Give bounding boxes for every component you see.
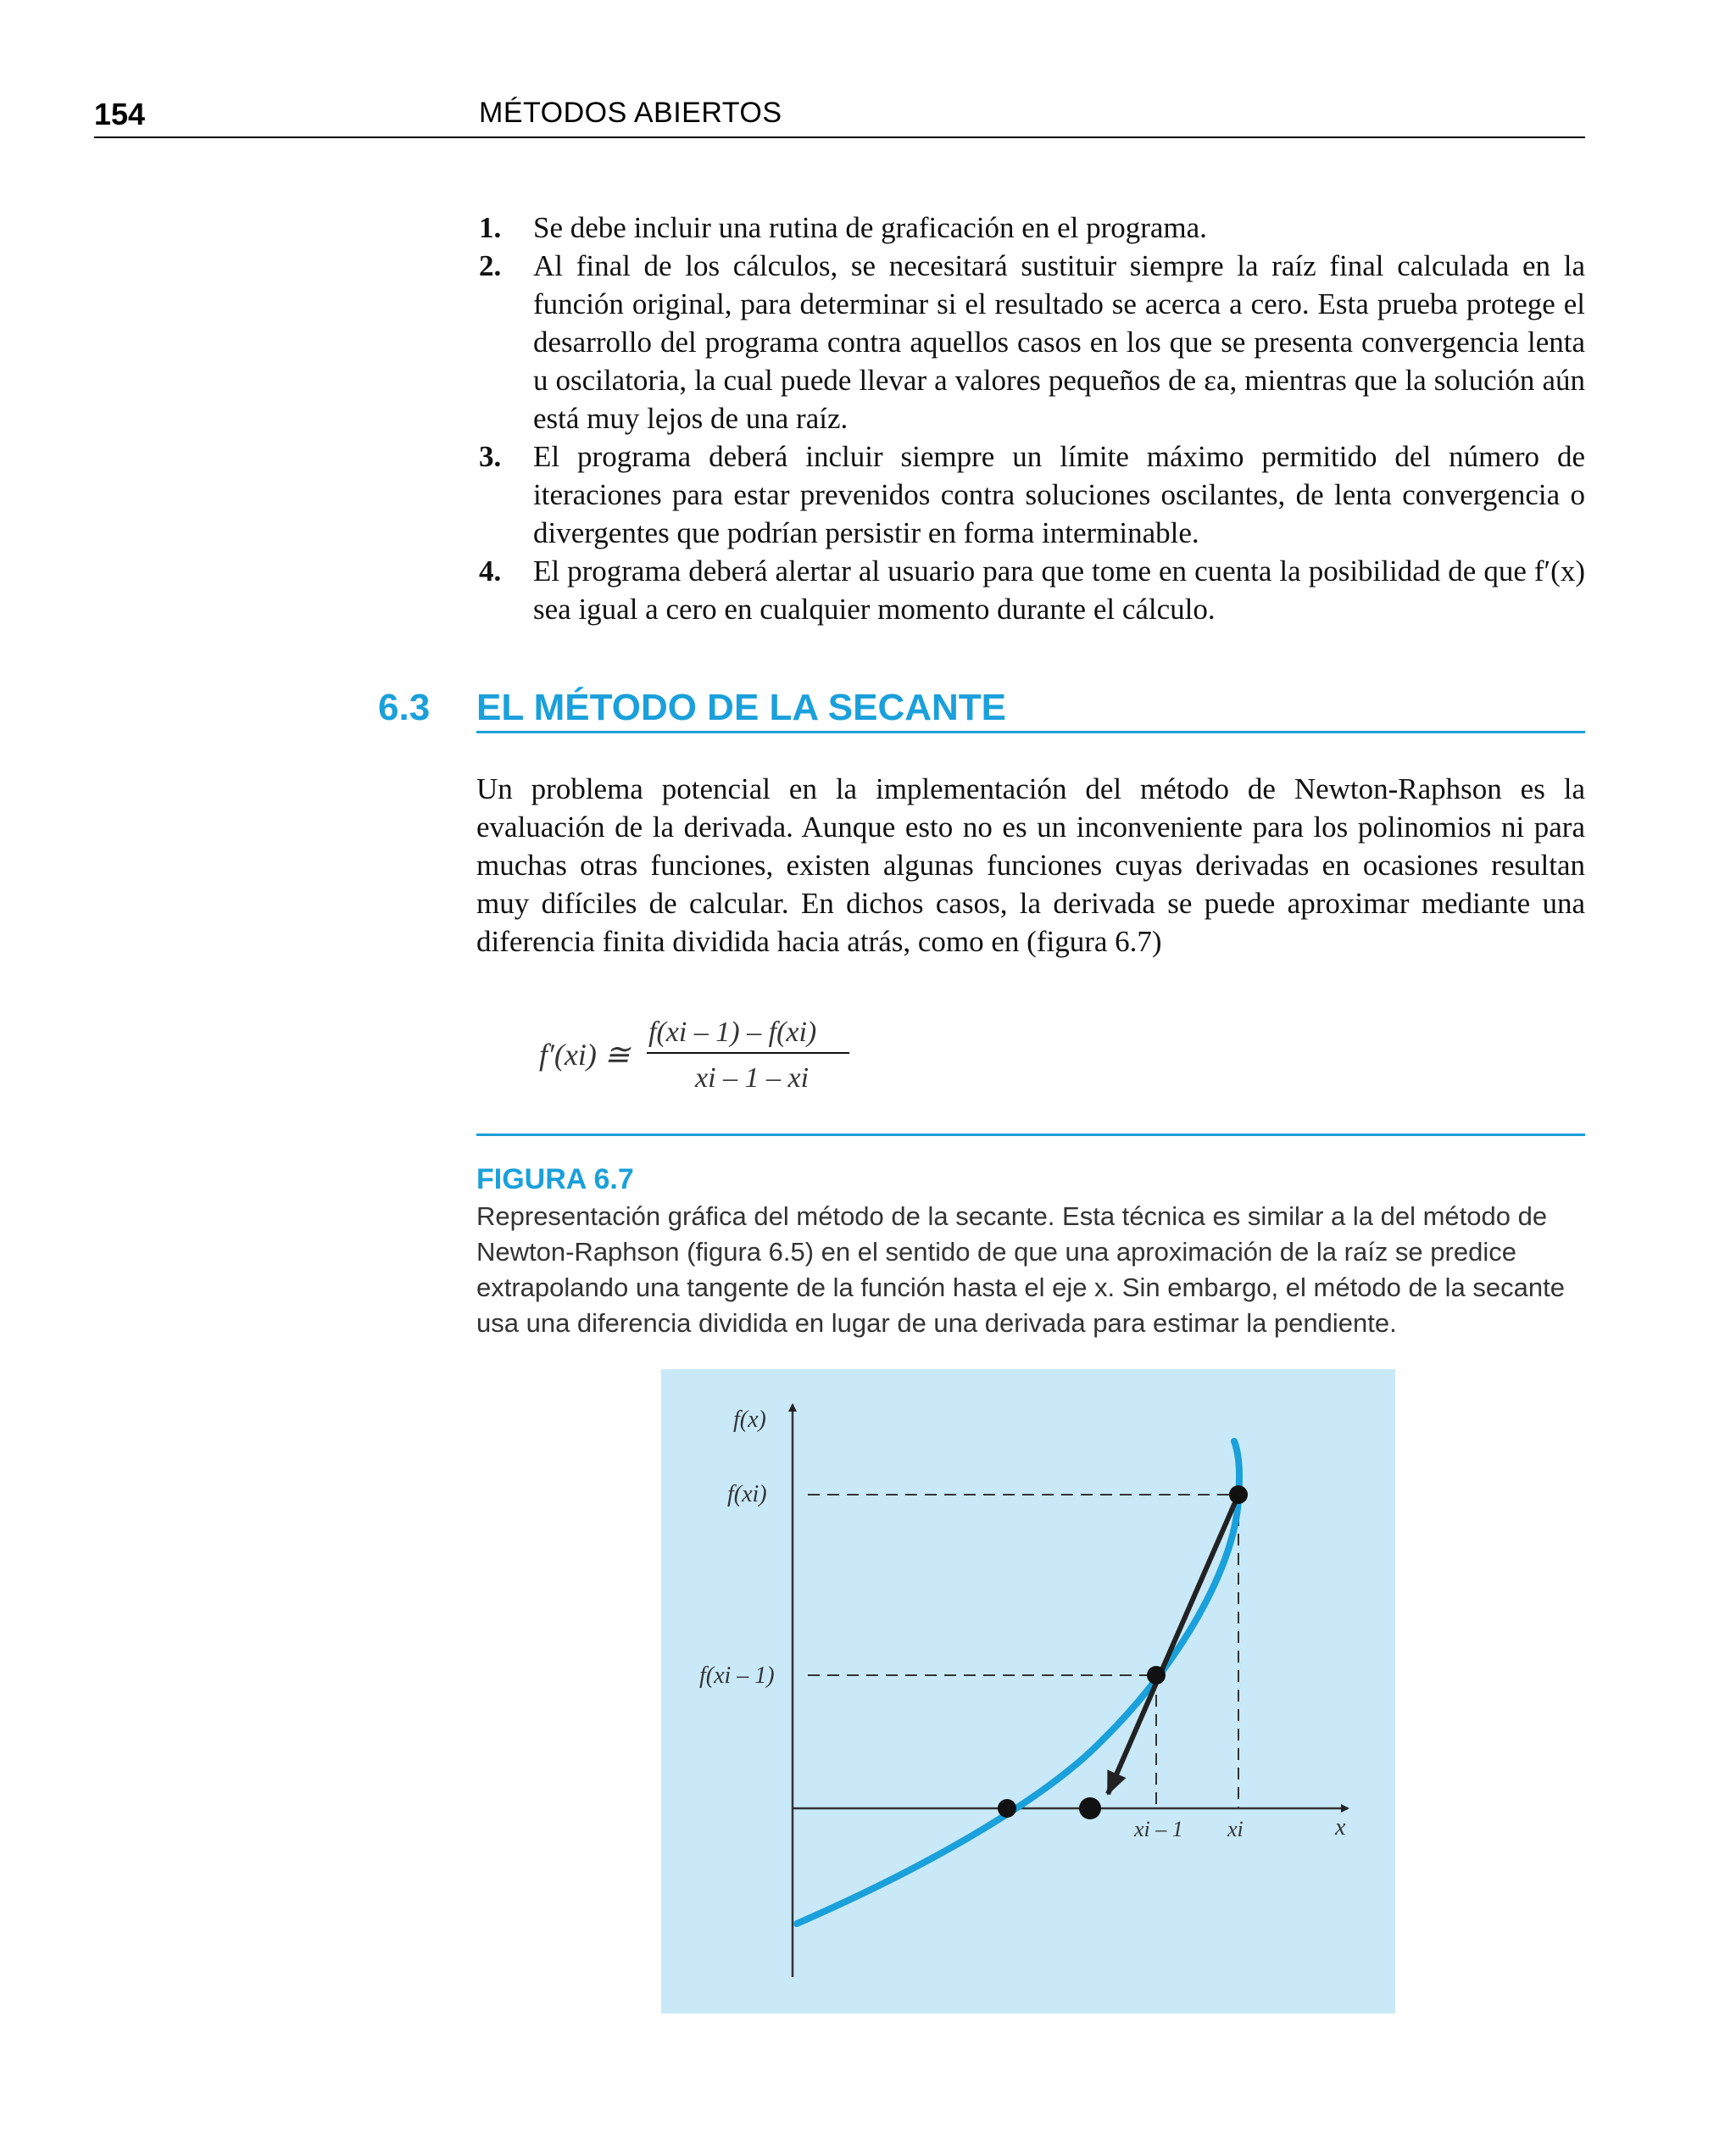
label-xi: xi xyxy=(1227,1817,1244,1841)
point-xi xyxy=(1229,1485,1248,1504)
root-estimate-point xyxy=(1079,1797,1101,1819)
function-curve xyxy=(797,1441,1239,1924)
secant-figure xyxy=(661,1369,1395,2014)
section-rule xyxy=(476,731,1585,733)
section-title: EL MÉTODO DE LA SECANTE xyxy=(476,687,1007,728)
section-number: 6.3 xyxy=(378,687,431,728)
secant-formula xyxy=(534,1000,873,1102)
secant-line xyxy=(1108,1495,1238,1794)
body-paragraph: Un problema potencial en la implementación del método de Newton-Raphson es la evaluación de la derivada. Aunque esto no es un inconveniente para los polinomios ni para muchas otras funciones, existen algunas funciones cuyas derivadas en ocasiones resultan muy difíciles de calcular. En dichos casos, la derivada se puede aproximar mediante una diferencia finita dividida hacia atrás, como en (figura 6.7) xyxy=(476,772,1585,958)
figure-rule xyxy=(476,1133,1585,1136)
list-item-text: El programa deberá incluir siempre un límite máximo permitido del número de iteraciones para estar prevenidos contra soluciones oscilantes, de lenta convergencia o divergentes que podrían persistir en forma interminable. xyxy=(533,440,1585,549)
y-axis-label: f(x) xyxy=(733,1406,766,1433)
header-rule xyxy=(94,136,1585,138)
list-item-number: 3. xyxy=(479,440,502,473)
list-item xyxy=(479,437,1585,552)
formula-lhs: f′(xi) ≅ xyxy=(539,1038,630,1072)
secant-diagram xyxy=(661,1369,1395,2014)
list-item xyxy=(479,247,1585,437)
true-root-point xyxy=(998,1799,1016,1818)
formula-numerator: f(xi – 1) – f(xi) xyxy=(648,1017,817,1048)
list-item-text: El programa deberá alertar al usuario para que tome en cuenta la posibilidad de que f′(x) sea igual a cero en cualquier momento durante el cálculo. xyxy=(533,554,1585,626)
figure-label: FIGURA 6.7 xyxy=(476,1163,634,1195)
label-f-xim1: f(xi – 1) xyxy=(699,1663,775,1689)
point-xim1 xyxy=(1147,1666,1166,1685)
numbered-list xyxy=(479,209,1585,628)
running-head: MÉTODOS ABIERTOS xyxy=(479,97,782,129)
list-item-number: 2. xyxy=(479,249,502,282)
list-item xyxy=(479,209,1585,247)
list-item-text: Al final de los cálculos, se necesitará sustituir siempre la raíz final calculada en la función original, para determinar si el resultado se acerca a cero. Esta prueba protege el desarrollo del programa contra aquellos casos en los que se presenta convergencia lenta u oscilatoria, la cual puede llevar a valores pequeños de εa, mientras que la solución aún está muy lejos de una raíz. xyxy=(533,249,1585,435)
list-item xyxy=(479,552,1585,628)
label-f-xi: f(xi) xyxy=(727,1481,767,1507)
page-number: 154 xyxy=(94,97,146,131)
figure-caption: Representación gráfica del método de la secante. Esta técnica es similar a la del método de Newton-Raphson (figura 6.5) en el sentido de que una aproximación de la raíz se predice extrapolando una tangente de la función hasta el eje x. Sin embargo, el método de la secante usa una diferencia dividida en lugar de una derivada para estimar la pendiente. xyxy=(476,1201,1565,1338)
list-item-number: 1. xyxy=(479,211,502,244)
list-item-text: Se debe incluir una rutina de graficación en el programa. xyxy=(533,211,1207,244)
formula-denominator: xi – 1 – xi xyxy=(695,1062,810,1094)
list-item-number: 4. xyxy=(479,554,502,588)
x-axis-label: x xyxy=(1335,1814,1346,1841)
label-xim1: xi – 1 xyxy=(1134,1817,1183,1841)
